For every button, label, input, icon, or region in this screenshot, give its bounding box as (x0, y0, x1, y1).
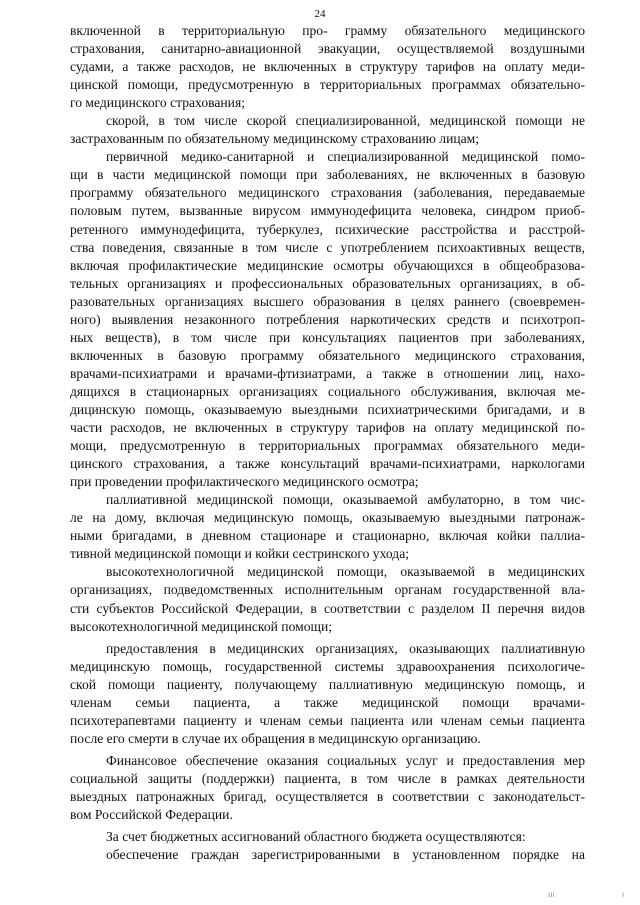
text-line: ными бригадами, в дневном стационаре и стационарно, включая койки паллиа- (70, 528, 585, 544)
text-line: социальной защиты (поддержки) пациента, в том числе в рамках деятельности (70, 770, 585, 786)
text-line: части расходов, не включенных в структуру тарифов на оплату медицинской по- (70, 420, 585, 436)
text-line: медицинскую помощь, государственной системы здравоохранения психологиче- (70, 658, 585, 674)
text-line: ства поведения, связанные в том числе с употреблением психоактивных веществ, (70, 239, 585, 255)
scan-mark: ı (622, 890, 625, 899)
text-line: го медицинского страхования; (70, 95, 245, 111)
text-line: щи в части медицинской помощи при заболеваниях, не включенных в базовую (70, 167, 585, 183)
text-line: застрахованным по обязательному медицинскому страхованию лицам; (70, 131, 480, 147)
text-line: психотерапевтами пациенту и членам семьи пациента или членам семьи пациента (70, 712, 585, 728)
text-line: ретенного иммунодефицита, туберкулез, психические расстройства и расстрой- (70, 221, 585, 237)
text-line: выездных патронажных бригад, осуществляется в соответствии с законодательст- (70, 788, 585, 804)
text-line: Финансовое обеспечение оказания социальных услуг и предоставления мер (106, 752, 585, 768)
text-line: высокотехнологичной медицинской помощи; (70, 618, 333, 634)
page-number: 24 (314, 8, 326, 20)
text-line: организациях, подведомственных исполнительным органам государственной вла- (70, 582, 585, 598)
text-line: паллиативной медицинской помощи, оказываемой амбулаторно, в том чис- (106, 492, 585, 508)
text-line: тельных организациях и профессиональных образовательных организациях, в об- (70, 275, 585, 291)
text-line: включенной в территориальную про- грамму обязательного медицинского (70, 23, 585, 38)
text-line: обеспечение граждан зарегистрированными в установленном порядке на (106, 847, 585, 863)
text-line: предоставления в медицинских организациях, оказывающих паллиативную (106, 640, 585, 656)
text-line: цинского страхования, а также консультаций врачами-психиатрами, наркологами (70, 456, 585, 472)
text-line: судами, а также расходов, не включенных в структуру тарифов на оплату меди- (70, 59, 585, 75)
text-line: разовательных организациях высшего образования в целях раннего (своевремен- (70, 293, 585, 309)
text-line: высокотехнологичной медицинской помощи, оказываемой в медицинских (106, 564, 585, 580)
text-line: ской помощи пациенту, получающему паллиативную медицинскую помощь, и (70, 676, 585, 692)
text-line: сти субъектов Российской Федерации, в соответствии с разделом II перечня видов (70, 600, 585, 616)
text-line: тивной медицинской помощи и койки сестринского ухода; (70, 546, 409, 562)
text-line: врачами-психиатрами и врачами-фтизиатрами, а также в отношении лиц, нахо- (70, 365, 585, 381)
text-line: после его смерти в случае их обращения в медицинскую организацию. (70, 730, 481, 746)
text-line: цинской помощи, предусмотренную в территориальных программах обязательно- (70, 77, 585, 93)
text-line: страхования, санитарно-авиационной эвакуации, осуществляемой воздушными (70, 41, 585, 57)
text-line: ного) выявления незаконного потребления наркотических средств и психотроп- (70, 311, 585, 327)
text-line: скорой, в том числе скорой специализированной, медицинской помощи не (106, 113, 585, 129)
text-line: первичной медико-санитарной и специализированной медицинской помо- (106, 149, 585, 165)
text-line: вом Российской Федерации. (70, 807, 233, 823)
text-line: мощи, предусмотренную в территориальных программах обязательного меди- (70, 438, 585, 454)
text-line: при проведении профилактического медицинского осмотра; (70, 474, 419, 490)
scan-mark: ııı (548, 890, 555, 899)
text-line: программу обязательного медицинского страхования (заболевания, передаваемые (70, 185, 585, 201)
text-line: половым путем, вызванные вирусом иммунодефицита человека, синдром приоб- (70, 203, 585, 219)
text-line: За счет бюджетных ассигнований областного бюджета осуществляются: (106, 829, 526, 845)
text-line: ле на дому, включая медицинскую помощь, оказываемую выездными патронаж- (70, 510, 585, 526)
text-line: членам семьи пациента, а также медицинской помощи врачами- (70, 694, 585, 710)
document-body (70, 22, 585, 864)
text-line: дицинскую помощь, оказываемую выездными психиатрическими бригадами, и в (70, 401, 585, 417)
text-line: включая профилактические медицинские осмотры обучающихся в общеобразова- (70, 257, 585, 273)
text-line: включенных в базовую программу обязательного медицинского страхования, (70, 347, 585, 363)
text-line: дящихся в стационарных организациях социального обслуживания, включая ме- (70, 383, 585, 399)
text-line: ных веществ), в том числе при консультациях пациентов при заболеваниях, (70, 329, 585, 345)
